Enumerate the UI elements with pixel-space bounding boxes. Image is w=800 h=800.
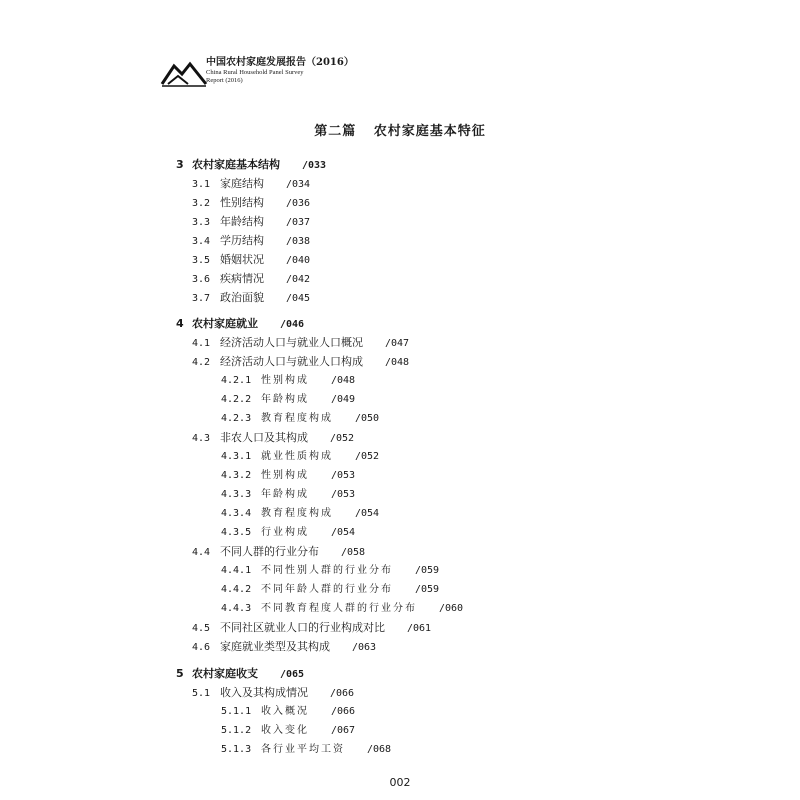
toc-entry-page: /060 xyxy=(439,603,464,614)
toc-entry-page: /052 xyxy=(355,451,380,462)
toc-entry-number: 4.5 xyxy=(192,623,211,634)
toc-entry-level3[interactable] xyxy=(221,447,379,466)
toc-entry-page: /059 xyxy=(415,565,440,576)
toc-entry-level2[interactable] xyxy=(192,269,310,289)
toc-entry-title: 家庭就业类型及其构成 xyxy=(220,640,330,653)
toc-entry-page: /038 xyxy=(286,236,311,247)
toc-entry-level2[interactable] xyxy=(192,174,310,194)
toc-entry-level2[interactable] xyxy=(192,212,310,232)
toc-entry-number: 4.3.3 xyxy=(221,489,252,500)
toc-entry-page: /054 xyxy=(331,527,356,538)
toc-entry-number: 5.1 xyxy=(192,688,211,699)
toc-entry-title: 家庭结构 xyxy=(220,177,264,190)
toc-entry-page: /054 xyxy=(355,508,380,519)
toc-entry-title: 经济活动人口与就业人口构成 xyxy=(220,355,363,368)
toc-entry-page: /042 xyxy=(286,274,311,285)
toc-entry-title: 教育程度构成 xyxy=(261,413,333,424)
toc-entry-title: 收入变化 xyxy=(261,725,309,736)
toc-entry-title: 年龄构成 xyxy=(261,489,309,500)
toc-entry-level2[interactable] xyxy=(192,288,310,308)
toc-entry-title: 非农人口及其构成 xyxy=(220,431,308,444)
toc-entry-number: 4.3.1 xyxy=(221,451,252,462)
toc-entry-page: /033 xyxy=(302,160,327,171)
toc-entry-page: /066 xyxy=(331,706,356,717)
part-number: 第二篇 xyxy=(314,124,357,139)
toc-entry-level3[interactable] xyxy=(221,504,379,523)
toc-entry-title: 行业构成 xyxy=(261,527,309,538)
toc-entry-page: /048 xyxy=(385,357,410,368)
toc-entry-number: 3 xyxy=(176,158,184,171)
toc-entry-level3[interactable] xyxy=(221,466,355,485)
toc-entry-level3[interactable] xyxy=(221,580,439,599)
toc-entry-page: /048 xyxy=(331,375,356,386)
toc-entry-title: 各行业平均工资 xyxy=(261,744,345,755)
toc-entry-level3[interactable] xyxy=(221,740,391,759)
toc-entry-level2[interactable] xyxy=(192,333,409,353)
toc-entry-level2[interactable] xyxy=(192,618,431,638)
toc-entry-level1[interactable] xyxy=(176,314,304,334)
toc-entry-level3[interactable] xyxy=(221,702,355,721)
toc-entry-title: 不同教育程度人群的行业分布 xyxy=(261,603,417,614)
toc-entry-number: 4.2.1 xyxy=(221,375,252,386)
toc-entry-number: 4.2.2 xyxy=(221,394,252,405)
toc-entry-number: 5 xyxy=(176,667,184,680)
toc-entry-title: 婚姻状况 xyxy=(220,253,264,266)
toc-entry-level3[interactable] xyxy=(221,721,355,740)
toc-entry-number: 4.3.2 xyxy=(221,470,252,481)
toc-entry-title: 不同年龄人群的行业分布 xyxy=(261,584,393,595)
toc-entry-level2[interactable] xyxy=(192,542,365,562)
toc-entry-title: 就业性质构成 xyxy=(261,451,333,462)
toc-entry-title: 不同人群的行业分布 xyxy=(220,545,319,558)
toc-entry-number: 5.1.3 xyxy=(221,744,252,755)
toc-entry-level3[interactable] xyxy=(221,599,463,618)
toc-entry-number: 4.6 xyxy=(192,642,211,653)
toc-entry-number: 4.4.1 xyxy=(221,565,252,576)
toc-entry-number: 5.1.2 xyxy=(221,725,252,736)
toc-entry-number: 4.3.5 xyxy=(221,527,252,538)
toc-entry-page: /053 xyxy=(331,489,356,500)
toc-entry-number: 3.3 xyxy=(192,217,211,228)
toc-entry-page: /067 xyxy=(331,725,356,736)
toc-entry-number: 3.5 xyxy=(192,255,211,266)
toc-entry-number: 3.6 xyxy=(192,274,211,285)
toc-entry-title: 收入概况 xyxy=(261,706,309,717)
toc-entry-title: 农村家庭收支 xyxy=(192,667,258,680)
toc-entry-number: 4.3 xyxy=(192,433,211,444)
toc-entry-page: /058 xyxy=(341,547,366,558)
toc-entry-page: /052 xyxy=(330,433,355,444)
toc-entry-page: /068 xyxy=(367,744,392,755)
toc-entry-page: /040 xyxy=(286,255,311,266)
header-subtitle-en-1: China Rural Household Panel Survey xyxy=(206,69,304,76)
toc-entry-title: 性别构成 xyxy=(261,470,309,481)
toc-entry-number: 3.2 xyxy=(192,198,211,209)
toc-entry-level2[interactable] xyxy=(192,683,354,703)
toc-entry-title: 性别构成 xyxy=(261,375,309,386)
toc-entry-title: 政治面貌 xyxy=(220,291,264,304)
toc-entry-level2[interactable] xyxy=(192,231,310,251)
toc-entry-number: 4 xyxy=(176,317,184,330)
toc-entry-title: 学历结构 xyxy=(220,234,264,247)
toc-entry-title: 疾病情况 xyxy=(220,272,264,285)
toc-entry-page: /049 xyxy=(331,394,356,405)
toc-entry-page: /036 xyxy=(286,198,311,209)
toc-entry-page: /063 xyxy=(352,642,377,653)
toc-entry-level2[interactable] xyxy=(192,637,376,657)
toc-entry-page: /061 xyxy=(407,623,432,634)
toc-entry-level2[interactable] xyxy=(192,428,354,448)
toc-entry-page: /050 xyxy=(355,413,380,424)
toc-entry-number: 3.4 xyxy=(192,236,211,247)
toc-entry-level1[interactable] xyxy=(176,155,326,175)
toc-entry-level2[interactable] xyxy=(192,352,409,372)
toc-entry-number: 4.4 xyxy=(192,547,211,558)
header-title: 中国农村家庭发展报告（2016） xyxy=(206,57,354,68)
part-name: 农村家庭基本特征 xyxy=(373,124,486,139)
toc-entry-page: /066 xyxy=(330,688,355,699)
toc-entry-level3[interactable] xyxy=(221,485,355,504)
toc-entry-page: /059 xyxy=(415,584,440,595)
toc-entry-level2[interactable] xyxy=(192,193,310,213)
toc-entry-number: 3.1 xyxy=(192,179,211,190)
toc-entry-title: 年龄结构 xyxy=(220,215,264,228)
toc-entry-title: 经济活动人口与就业人口概况 xyxy=(220,336,363,349)
toc-entry-number: 4.2.3 xyxy=(221,413,252,424)
toc-entry-page: /045 xyxy=(286,293,311,304)
toc-entry-level3[interactable] xyxy=(221,561,439,580)
toc-entry-page: /065 xyxy=(280,669,305,680)
toc-entry-title: 农村家庭就业 xyxy=(192,317,258,330)
header-subtitle-en-2: Report (2016) xyxy=(206,77,243,84)
toc-entry-page: /034 xyxy=(286,179,311,190)
toc-entry-number: 4.3.4 xyxy=(221,508,252,519)
toc-entry-title: 性别结构 xyxy=(220,196,264,209)
toc-entry-level3[interactable] xyxy=(221,409,379,428)
toc-entry-title: 教育程度构成 xyxy=(261,508,333,519)
toc-entry-title: 不同社区就业人口的行业构成对比 xyxy=(220,621,385,634)
toc-entry-title: 不同性别人群的行业分布 xyxy=(261,565,393,576)
toc-entry-number: 5.1.1 xyxy=(221,706,252,717)
toc-entry-number: 4.4.3 xyxy=(221,603,252,614)
toc-entry-page: /047 xyxy=(385,338,410,349)
toc-entry-level3[interactable] xyxy=(221,371,355,390)
toc-entry-number: 4.2 xyxy=(192,357,211,368)
toc-entry-level2[interactable] xyxy=(192,250,310,270)
toc-entry-title: 收入及其构成情况 xyxy=(220,686,308,699)
page-number: 002 xyxy=(389,776,411,789)
toc-entry-page: /046 xyxy=(280,319,305,330)
toc-entry-title: 农村家庭基本结构 xyxy=(192,158,280,171)
toc-entry-level1[interactable] xyxy=(176,664,304,684)
toc-entry-number: 4.4.2 xyxy=(221,584,252,595)
toc-entry-level3[interactable] xyxy=(221,390,355,409)
toc-entry-page: /037 xyxy=(286,217,311,228)
toc-entry-number: 4.1 xyxy=(192,338,211,349)
toc-entry-level3[interactable] xyxy=(221,523,355,542)
toc-entry-title: 年龄构成 xyxy=(261,394,309,405)
toc-entry-number: 3.7 xyxy=(192,293,211,304)
toc-entry-page: /053 xyxy=(331,470,356,481)
